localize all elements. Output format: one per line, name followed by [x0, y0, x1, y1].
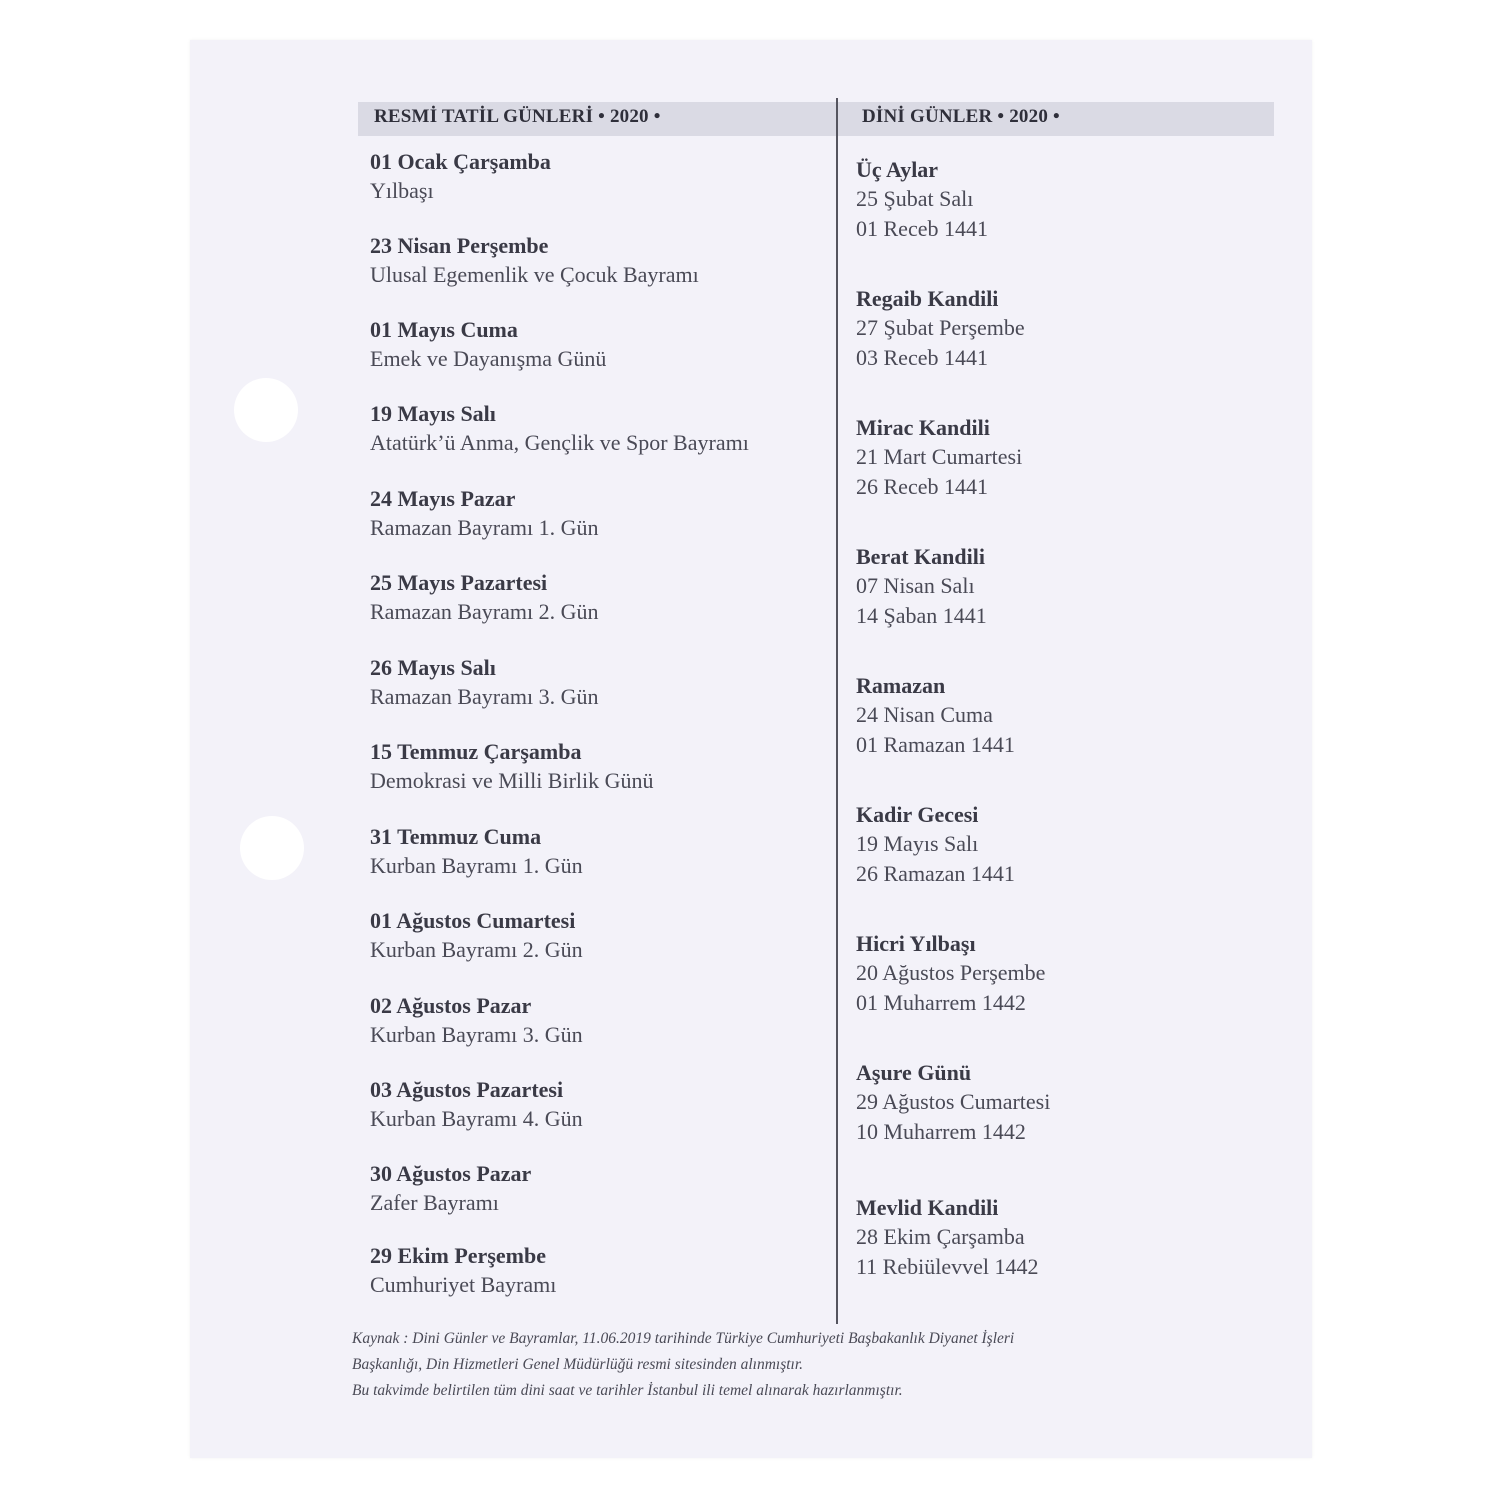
religious-day-date: 29 Ağustos Cumartesi [856, 1089, 1051, 1114]
religious-day-date: 20 Ağustos Perşembe [856, 960, 1046, 985]
holiday-date: 01 Mayıs Cuma [370, 317, 518, 342]
punch-hole-bottom [240, 816, 304, 880]
religious-day-hijri-date: 03 Receb 1441 [856, 345, 988, 370]
religious-day-entry [856, 285, 1025, 373]
holiday-entry [370, 1076, 583, 1134]
holiday-name: Emek ve Dayanışma Günü [370, 346, 607, 371]
holiday-entry [370, 1242, 556, 1300]
holiday-entry [370, 823, 583, 881]
holiday-name: Ramazan Bayramı 3. Gün [370, 684, 599, 709]
religious-days-title: DİNİ GÜNLER • 2020 • [862, 106, 1060, 127]
holiday-name: Cumhuriyet Bayramı [370, 1272, 557, 1297]
holiday-name: Ramazan Bayramı 1. Gün [370, 515, 599, 540]
religious-day-name: Berat Kandili [856, 544, 985, 569]
holiday-entry [370, 316, 606, 374]
religious-day-hijri-date: 26 Ramazan 1441 [856, 861, 1015, 886]
holiday-entry [370, 1160, 531, 1218]
religious-day-hijri-date: 10 Muharrem 1442 [856, 1119, 1026, 1144]
holiday-entry [370, 232, 699, 290]
religious-day-date: 28 Ekim Çarşamba [856, 1224, 1025, 1249]
religious-day-hijri-date: 01 Ramazan 1441 [856, 732, 1015, 757]
holiday-date: 29 Ekim Perşembe [370, 1243, 546, 1268]
holiday-date: 03 Ağustos Pazartesi [370, 1077, 564, 1102]
holiday-name: Zafer Bayramı [370, 1190, 499, 1215]
holiday-entry [370, 907, 583, 965]
column-divider [836, 98, 838, 1324]
religious-day-hijri-date: 01 Muharrem 1442 [856, 990, 1026, 1015]
holiday-entry [370, 148, 551, 206]
religious-day-name: Mevlid Kandili [856, 1195, 999, 1220]
holiday-date: 01 Ocak Çarşamba [370, 149, 551, 174]
religious-day-entry [856, 1059, 1050, 1147]
holiday-name: Atatürk’ü Anma, Gençlik ve Spor Bayramı [370, 430, 749, 455]
holiday-name: Demokrasi ve Milli Birlik Günü [370, 768, 654, 793]
religious-day-entry [856, 414, 1022, 502]
holiday-date: 23 Nisan Perşembe [370, 233, 549, 258]
religious-day-date: 24 Nisan Cuma [856, 702, 993, 727]
religious-day-entry [856, 543, 987, 631]
holiday-entry [370, 569, 599, 627]
holiday-date: 25 Mayıs Pazartesi [370, 570, 548, 595]
holiday-name: Kurban Bayramı 2. Gün [370, 937, 583, 962]
holiday-name: Ulusal Egemenlik ve Çocuk Bayramı [370, 262, 699, 287]
holiday-entry [370, 654, 599, 712]
religious-day-date: 27 Şubat Perşembe [856, 315, 1025, 340]
holiday-date: 15 Temmuz Çarşamba [370, 739, 582, 764]
religious-day-entry [856, 930, 1045, 1018]
holiday-name: Kurban Bayramı 4. Gün [370, 1106, 583, 1131]
religious-day-name: Hicri Yılbaşı [856, 931, 976, 956]
source-footnote [352, 1326, 1212, 1404]
religious-day-hijri-date: 14 Şaban 1441 [856, 603, 987, 628]
holiday-name: Yılbaşı [370, 178, 434, 203]
holiday-entry [370, 485, 599, 543]
holiday-entry [370, 738, 654, 796]
official-holidays-title: RESMİ TATİL GÜNLERİ • 2020 • [374, 106, 661, 127]
religious-day-date: 07 Nisan Salı [856, 573, 975, 598]
religious-day-entry [856, 1194, 1039, 1282]
footnote-line: Kaynak : Dini Günler ve Bayramlar, 11.06.2019 tarihinde Türkiye Cumhuriyeti Başbakanlık Diyanet İşleri [352, 1330, 1015, 1347]
religious-day-name: Regaib Kandili [856, 286, 999, 311]
punch-hole-top [234, 378, 298, 442]
religious-day-entry [856, 801, 1015, 889]
religious-day-entry [856, 156, 988, 244]
holiday-date: 01 Ağustos Cumartesi [370, 908, 576, 933]
religious-day-hijri-date: 11 Rebiülevvel 1442 [856, 1254, 1039, 1279]
religious-day-name: Üç Aylar [856, 157, 939, 182]
holiday-date: 02 Ağustos Pazar [370, 993, 532, 1018]
holiday-entry [370, 992, 583, 1050]
religious-day-date: 25 Şubat Salı [856, 186, 974, 211]
holiday-date: 24 Mayıs Pazar [370, 486, 516, 511]
religious-day-name: Mirac Kandili [856, 415, 990, 440]
holiday-date: 31 Temmuz Cuma [370, 824, 542, 849]
religious-day-date: 19 Mayıs Salı [856, 831, 979, 856]
religious-day-entry [856, 672, 1015, 760]
religious-day-date: 21 Mart Cumartesi [856, 444, 1023, 469]
religious-day-hijri-date: 26 Receb 1441 [856, 474, 988, 499]
religious-day-name: Kadir Gecesi [856, 802, 979, 827]
holiday-date: 30 Ağustos Pazar [370, 1161, 532, 1186]
religious-day-name: Ramazan [856, 673, 946, 698]
holiday-entry [370, 400, 749, 458]
holiday-date: 26 Mayıs Salı [370, 655, 496, 680]
holiday-name: Kurban Bayramı 3. Gün [370, 1022, 583, 1047]
calendar-page [190, 40, 1312, 1458]
footnote-line: Başkanlığı, Din Hizmetleri Genel Müdürlüğü resmi sitesinden alınmıştır. [352, 1356, 804, 1373]
religious-day-name: Aşure Günü [856, 1060, 972, 1085]
holiday-name: Ramazan Bayramı 2. Gün [370, 599, 599, 624]
religious-day-hijri-date: 01 Receb 1441 [856, 216, 988, 241]
holiday-date: 19 Mayıs Salı [370, 401, 496, 426]
footnote-line: Bu takvimde belirtilen tüm dini saat ve tarihler İstanbul ili temel alınarak hazırlanmıştır. [352, 1382, 903, 1399]
holiday-name: Kurban Bayramı 1. Gün [370, 853, 583, 878]
